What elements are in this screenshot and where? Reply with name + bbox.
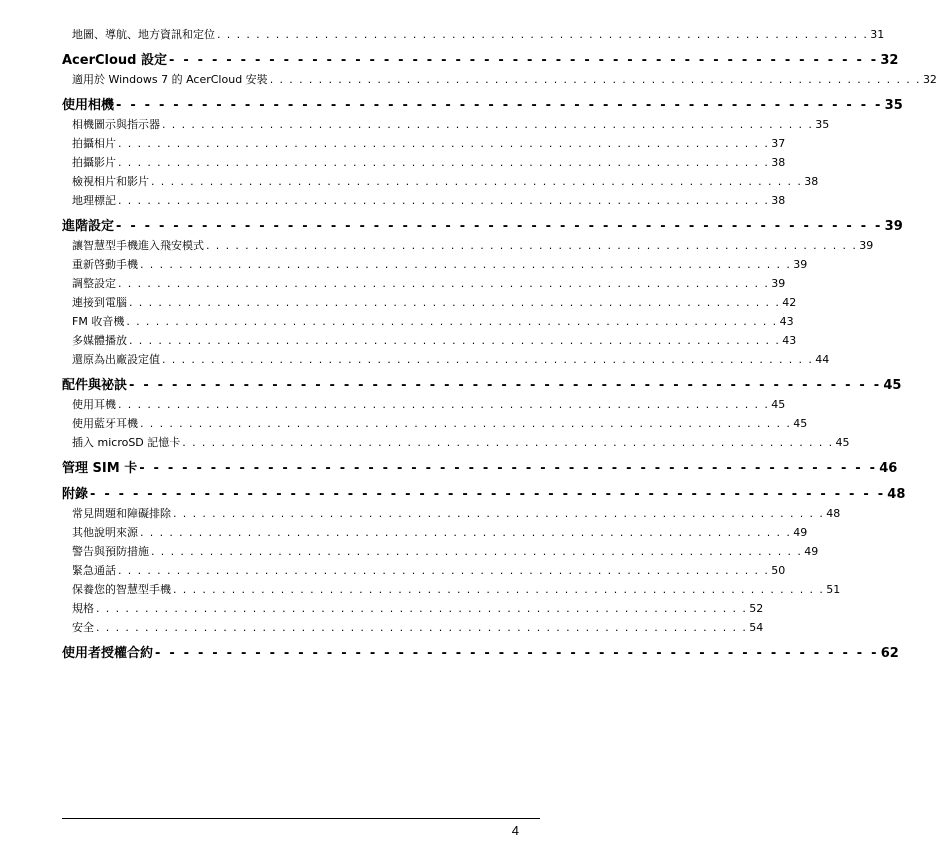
toc-leader: - - - - - - - - - - - - - - - - - - - - - - - - - - - - - - - - - - - - - - - - - - - - - - - - - - - - - - (116, 98, 883, 113)
toc-title: 管理 SIM 卡 (62, 461, 138, 476)
toc-title: 相機圖示與指示器 (72, 118, 160, 131)
toc-leader: . . . . . . . . . . . . . . . . . . . . . . . . . . . . . . . . . . . . . . . . . . . . . . . . . . . . . . . . . . . . . . . . . . . (118, 137, 770, 150)
toc-chapter[interactable] (62, 483, 906, 505)
toc-leader: . . . . . . . . . . . . . . . . . . . . . . . . . . . . . . . . . . . . . . . . . . . . . . . . . . . . . . . . . . . . . . . . . . . (118, 194, 770, 207)
toc-page-number: 35 (815, 118, 830, 131)
toc-page-number: 31 (870, 28, 885, 41)
toc-title: 緊急通話 (72, 564, 116, 577)
toc-leader: - - - - - - - - - - - - - - - - - - - - - - - - - - - - - - - - - - - - - - - - - - - - - - - - - - - - - (129, 378, 882, 393)
toc-page-number: 48 (826, 507, 841, 520)
toc-title: 警告與預防措施 (72, 545, 149, 558)
toc-page-number: 50 (771, 564, 786, 577)
toc-chapter[interactable] (62, 642, 899, 664)
footer-divider (62, 818, 540, 819)
toc-page-number: 32 (880, 53, 899, 68)
toc-leader: . . . . . . . . . . . . . . . . . . . . . . . . . . . . . . . . . . . . . . . . . . . . . . . . . . . . . . . . . . . . . . . . . . . (96, 602, 748, 615)
toc-entry[interactable] (62, 71, 937, 90)
toc-title: 拍攝相片 (72, 137, 116, 150)
toc-title: 使用耳機 (72, 398, 116, 411)
toc-leader: . . . . . . . . . . . . . . . . . . . . . . . . . . . . . . . . . . . . . . . . . . . . . . . . . . . . . . . . . . . . . . . . . . . (129, 296, 781, 309)
toc-leader: . . . . . . . . . . . . . . . . . . . . . . . . . . . . . . . . . . . . . . . . . . . . . . . . . . . . . . . . . . . . . . . . . . . (151, 175, 803, 188)
toc-page-number: 38 (771, 156, 786, 169)
toc-title: 使用藍牙耳機 (72, 417, 138, 430)
toc-leader: . . . . . . . . . . . . . . . . . . . . . . . . . . . . . . . . . . . . . . . . . . . . . . . . . . . . . . . . . . . . . . . . . . . (269, 73, 921, 86)
toc-entry[interactable] (62, 505, 841, 524)
toc-title: 多媒體播放 (72, 334, 127, 347)
toc-page-number: 46 (879, 461, 898, 476)
toc-title: 其他說明來源 (72, 526, 138, 539)
toc-page-number: 38 (771, 194, 786, 207)
toc-title: 進階設定 (62, 219, 115, 234)
toc-page-number: 39 (771, 277, 786, 290)
toc-entry[interactable] (62, 332, 797, 351)
toc-entry[interactable] (62, 313, 794, 332)
toc-entry[interactable] (62, 562, 786, 581)
toc-leader: . . . . . . . . . . . . . . . . . . . . . . . . . . . . . . . . . . . . . . . . . . . . . . . . . . . . . . . . . . . . . . . . . . . (126, 315, 778, 328)
toc-title: 使用相機 (62, 98, 115, 113)
toc-page-number: 62 (880, 646, 899, 661)
toc-entry[interactable] (62, 173, 819, 192)
toc-leader: . . . . . . . . . . . . . . . . . . . . . . . . . . . . . . . . . . . . . . . . . . . . . . . . . . . . . . . . . . . . . . . . . . . (151, 545, 803, 558)
toc-title: 地理標記 (72, 194, 116, 207)
toc-leader: . . . . . . . . . . . . . . . . . . . . . . . . . . . . . . . . . . . . . . . . . . . . . . . . . . . . . . . . . . . . . . . . . . . (206, 239, 858, 252)
toc-leader: . . . . . . . . . . . . . . . . . . . . . . . . . . . . . . . . . . . . . . . . . . . . . . . . . . . . . . . . . . . . . . . . . . . (118, 156, 770, 169)
toc-page-number: 45 (883, 378, 902, 393)
toc-page-number: 45 (835, 436, 850, 449)
toc-title: 適用於 Windows 7 的 AcerCloud 安裝 (72, 73, 268, 86)
toc-leader: . . . . . . . . . . . . . . . . . . . . . . . . . . . . . . . . . . . . . . . . . . . . . . . . . . . . . . . . . . . . . . . . . . . (173, 583, 825, 596)
toc-entry[interactable] (62, 154, 786, 173)
toc-entry[interactable] (62, 600, 764, 619)
toc-page-number: 39 (793, 258, 808, 271)
toc-entry[interactable] (62, 396, 786, 415)
toc-title: 檢視相片和影片 (72, 175, 149, 188)
toc-entry[interactable] (62, 275, 786, 294)
toc-leader: . . . . . . . . . . . . . . . . . . . . . . . . . . . . . . . . . . . . . . . . . . . . . . . . . . . . . . . . . . . . . . . . . . . (140, 417, 792, 430)
toc-title: 調整設定 (72, 277, 116, 290)
toc-page-number: 32 (922, 73, 937, 86)
toc-page-number: 39 (859, 239, 874, 252)
toc-page-number: 42 (782, 296, 797, 309)
toc-leader: . . . . . . . . . . . . . . . . . . . . . . . . . . . . . . . . . . . . . . . . . . . . . . . . . . . . . . . . . . . . . . . . . . . (129, 334, 781, 347)
toc-entry[interactable] (62, 415, 808, 434)
toc-title: FM 收音機 (72, 315, 125, 328)
toc-title: 常見問題和障礙排除 (72, 507, 171, 520)
toc-chapter[interactable] (62, 374, 902, 396)
toc-page-number: 44 (815, 353, 830, 366)
toc-page-number: 49 (793, 526, 808, 539)
toc-chapter[interactable] (62, 215, 903, 237)
toc-leader: . . . . . . . . . . . . . . . . . . . . . . . . . . . . . . . . . . . . . . . . . . . . . . . . . . . . . . . . . . . . . . . . . . . (217, 28, 869, 41)
page-number: 4 (511, 823, 519, 838)
toc-page-number: 43 (782, 334, 797, 347)
toc-leader: - - - - - - - - - - - - - - - - - - - - - - - - - - - - - - - - - - - - - - - - - - - - - - - - - - (169, 53, 879, 68)
toc-entry[interactable] (62, 619, 764, 638)
toc-title: 規格 (72, 602, 94, 615)
toc-leader: - - - - - - - - - - - - - - - - - - - - - - - - - - - - - - - - - - - - - - - - - - - - - - - - - - - - - - - - (90, 487, 886, 502)
toc-title: 地圖、導航、地方資訊和定位 (72, 28, 215, 41)
toc-leader: . . . . . . . . . . . . . . . . . . . . . . . . . . . . . . . . . . . . . . . . . . . . . . . . . . . . . . . . . . . . . . . . . . . (173, 507, 825, 520)
toc-title: 插入 microSD 記憶卡 (72, 436, 181, 449)
toc-entry[interactable] (62, 543, 819, 562)
toc-title: 連接到電腦 (72, 296, 127, 309)
toc-leader: . . . . . . . . . . . . . . . . . . . . . . . . . . . . . . . . . . . . . . . . . . . . . . . . . . . . . . . . . . . . . . . . . . . (182, 436, 834, 449)
toc-entry[interactable] (62, 581, 841, 600)
toc-entry[interactable] (62, 294, 797, 313)
toc-page-number: 39 (884, 219, 903, 234)
toc-title: 讓智慧型手機進入飛安模式 (72, 239, 204, 252)
toc-leader: . . . . . . . . . . . . . . . . . . . . . . . . . . . . . . . . . . . . . . . . . . . . . . . . . . . . . . . . . . . . . . . . . . . (162, 353, 814, 366)
toc-chapter[interactable] (62, 457, 898, 479)
toc-leader: . . . . . . . . . . . . . . . . . . . . . . . . . . . . . . . . . . . . . . . . . . . . . . . . . . . . . . . . . . . . . . . . . . . (96, 621, 748, 634)
toc-entry[interactable] (62, 26, 885, 45)
toc-page-number: 49 (804, 545, 819, 558)
toc-title: 配件與祕訣 (62, 378, 128, 393)
toc-leader: . . . . . . . . . . . . . . . . . . . . . . . . . . . . . . . . . . . . . . . . . . . . . . . . . . . . . . . . . . . . . . . . . . . (162, 118, 814, 131)
toc-title: 保養您的智慧型手機 (72, 583, 171, 596)
toc-leader: - - - - - - - - - - - - - - - - - - - - - - - - - - - - - - - - - - - - - - - - - - - - - - - - - - - (155, 646, 879, 661)
toc-title: 拍攝影片 (72, 156, 116, 169)
toc-entry[interactable] (62, 192, 786, 211)
toc-entry[interactable] (62, 351, 830, 370)
toc-page-number: 48 (887, 487, 906, 502)
toc-page-number: 45 (771, 398, 786, 411)
toc-entry[interactable] (62, 237, 874, 256)
toc-entry[interactable] (62, 524, 808, 543)
toc-title: 附錄 (62, 487, 89, 502)
toc-leader: - - - - - - - - - - - - - - - - - - - - - - - - - - - - - - - - - - - - - - - - - - - - - - - - - - - - (139, 461, 878, 476)
toc-page-number: 37 (771, 137, 786, 150)
toc-page-number: 38 (804, 175, 819, 188)
table-of-contents (62, 26, 937, 664)
toc-leader: - - - - - - - - - - - - - - - - - - - - - - - - - - - - - - - - - - - - - - - - - - - - - - - - - - - - - - (116, 219, 883, 234)
toc-page-number: 43 (779, 315, 794, 328)
toc-leader: . . . . . . . . . . . . . . . . . . . . . . . . . . . . . . . . . . . . . . . . . . . . . . . . . . . . . . . . . . . . . . . . . . . (140, 258, 792, 271)
toc-title: 還原為出廠設定值 (72, 353, 160, 366)
toc-leader: . . . . . . . . . . . . . . . . . . . . . . . . . . . . . . . . . . . . . . . . . . . . . . . . . . . . . . . . . . . . . . . . . . . (118, 564, 770, 577)
toc-leader: . . . . . . . . . . . . . . . . . . . . . . . . . . . . . . . . . . . . . . . . . . . . . . . . . . . . . . . . . . . . . . . . . . . (118, 277, 770, 290)
toc-title: AcerCloud 設定 (62, 53, 168, 68)
toc-title: 重新啓動手機 (72, 258, 138, 271)
toc-title: 安全 (72, 621, 94, 634)
toc-entry[interactable] (62, 256, 808, 275)
toc-page-number: 52 (749, 602, 764, 615)
toc-page-number: 51 (826, 583, 841, 596)
toc-chapter[interactable] (62, 94, 903, 116)
toc-leader: . . . . . . . . . . . . . . . . . . . . . . . . . . . . . . . . . . . . . . . . . . . . . . . . . . . . . . . . . . . . . . . . . . . (118, 398, 770, 411)
toc-entry[interactable] (62, 116, 830, 135)
toc-page-number: 45 (793, 417, 808, 430)
toc-page-number: 54 (749, 621, 764, 634)
toc-entry[interactable] (62, 135, 786, 154)
toc-leader: . . . . . . . . . . . . . . . . . . . . . . . . . . . . . . . . . . . . . . . . . . . . . . . . . . . . . . . . . . . . . . . . . . . (140, 526, 792, 539)
toc-chapter[interactable] (62, 49, 899, 71)
toc-title: 使用者授權合約 (62, 646, 154, 661)
toc-page-number: 35 (884, 98, 903, 113)
toc-entry[interactable] (62, 434, 850, 453)
